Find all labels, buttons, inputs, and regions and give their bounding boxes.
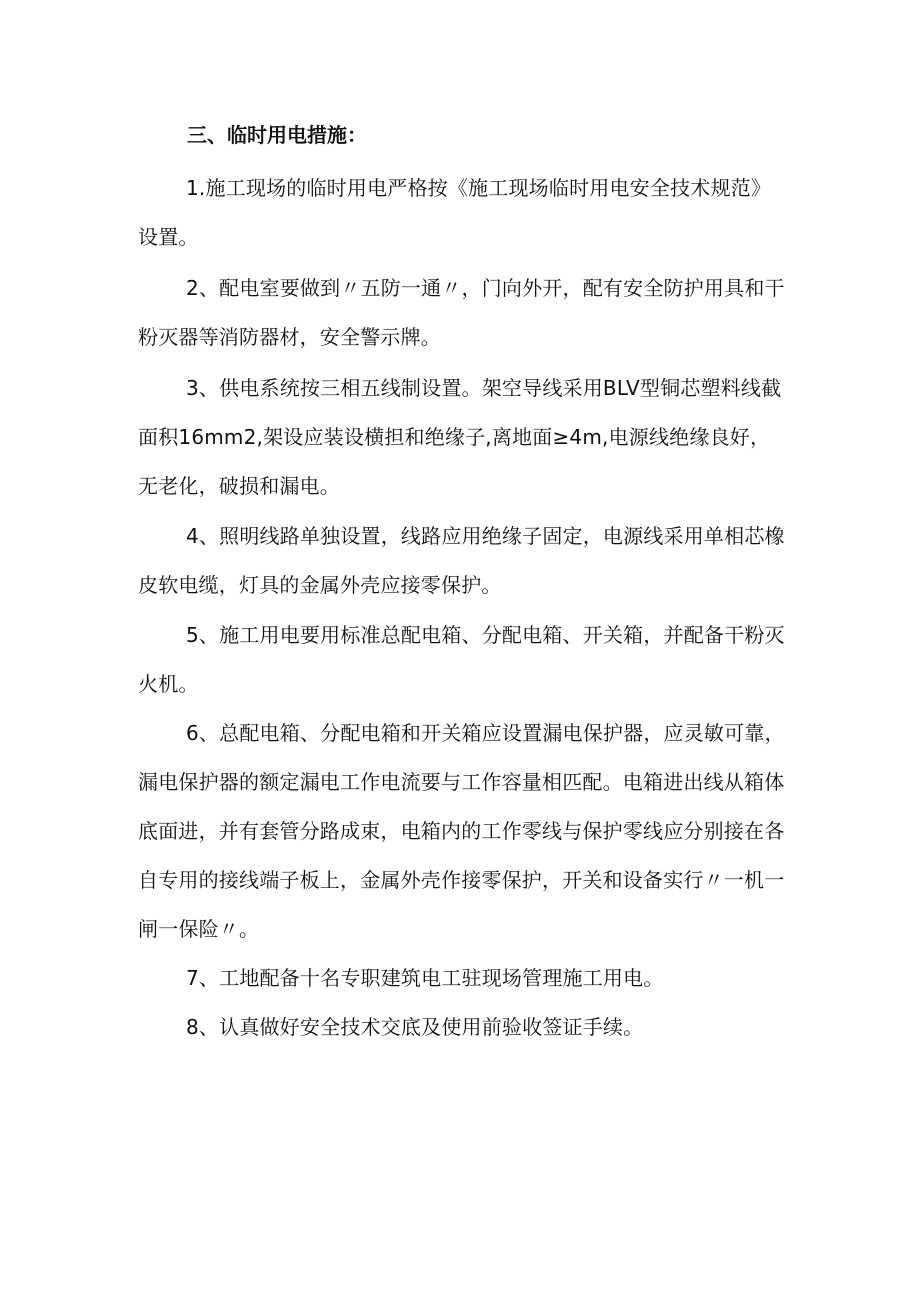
paragraph-2: 2、配电室要做到〃五防一通〃，门向外开，配有安全防护用具和干粉灭器等消防器材，安全警示牌。 bbox=[138, 276, 785, 349]
section-heading: 三、临时用电措施： bbox=[187, 123, 367, 147]
paragraph-7: 7、工地配备十名专职建筑电工驻现场管理施工用电。 bbox=[186, 966, 664, 990]
paragraph-6: 6、总配电箱、分配电箱和开关箱应设置漏电保护器，应灵敏可靠，漏电保护器的额定漏电工作电流要与工作容量相匹配。电箱进出线从箱体底面进，并有套管分路成束，电箱内的工作零线与保护零线应分别接在各自专用的接线端子板上，金属外壳作接零保护，开关和设备实行〃一机一闸一保险〃。 bbox=[138, 721, 785, 941]
paragraph-4: 4、照明线路单独设置，线路应用绝缘子固定，电源线采用单相芯橡皮软电缆，灯具的金属外壳应接零保护。 bbox=[138, 524, 785, 597]
paragraph-8: 8、认真做好安全技术交底及使用前验收签证手续。 bbox=[186, 1015, 644, 1039]
paragraph-3: 3、供电系统按三相五线制设置。架空导线采用BLV型铜芯塑料线截面积16mm2,架设应装设横担和绝缘子,离地面≥4m,电源线绝缘良好，无老化，破损和漏电。 bbox=[138, 376, 782, 498]
paragraph-5: 5、施工用电要用标准总配电箱、分配电箱、开关箱，并配备干粉灭火机。 bbox=[138, 623, 785, 696]
paragraph-1: 1.施工现场的临时用电严格按《施工现场临时用电安全技术规范》设置。 bbox=[138, 176, 772, 249]
